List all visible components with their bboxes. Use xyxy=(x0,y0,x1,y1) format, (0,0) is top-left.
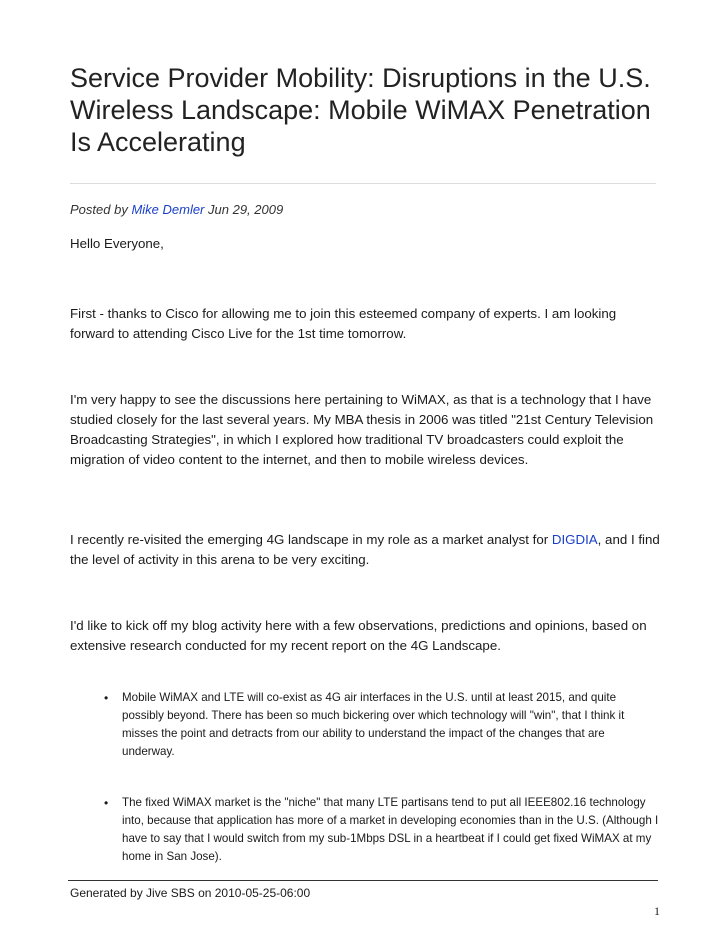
author-link[interactable]: Mike Demler xyxy=(131,202,205,217)
digdia-paragraph-start: I recently re-visited the emerging 4G landscape in my role as a market analyst for xyxy=(70,532,552,547)
byline-prefix: Posted by xyxy=(70,202,132,217)
wimax-paragraph: I'm very happy to see the discussions here pertaining to WiMAX, as that is a technology that I have studied closely for the last several years. My MBA thesis in 2006 was titled "21st Century Television Broadcasting Strategies", in which I explored how traditional TV broadcasters could exploit the migration of video content to the internet, and then to mobile wireless devices. xyxy=(70,392,654,467)
title-divider xyxy=(70,183,656,184)
blog-intro-paragraph: I'd like to kick off my blog activity here with a few observations, predictions and opinions, based on extensive research conducted for my recent report on the 4G Landscape. xyxy=(70,618,647,653)
page-number: 1 xyxy=(654,904,660,918)
post-date: Jun 29, 2009 xyxy=(204,202,284,217)
footer-generated: Generated by Jive SBS on 2010-05-25-06:00 xyxy=(70,886,311,900)
byline xyxy=(70,202,283,217)
greeting-paragraph: Hello Everyone, xyxy=(70,236,164,251)
bullet-icon: • xyxy=(104,796,109,810)
digdia-paragraph-end: , and I find the level of activity in this arena to be very exciting. xyxy=(70,532,660,567)
digdia-paragraph xyxy=(70,530,660,570)
bullet-list-2 xyxy=(70,794,660,866)
digdia-link[interactable]: DIGDIA xyxy=(551,532,598,547)
list-item xyxy=(70,689,660,761)
page-title: Service Provider Mobility: Disruptions in the U.S. Wireless Landscape: Mobile WiMAX Penetration Is Accelerating xyxy=(70,63,651,157)
bullet-text: The fixed WiMAX market is the "niche" that many LTE partisans tend to put all IEEE802.16 technology into, because that application has more of a market in developing economies than in the U.S. (Although I have to say that I would switch from my sub-1Mbps DSL in a heartbeat if I could get fixed WiMAX at my home in San Jose). xyxy=(122,796,659,863)
bullet-text: Mobile WiMAX and LTE will co-exist as 4G air interfaces in the U.S. until at least 2015, and quite possibly beyond. There has been so much bickering over which technology will "win", that I think it misses the point and detracts from our ability to understand the impact of the changes that are underway. xyxy=(122,691,625,758)
list-item xyxy=(70,794,660,866)
footer-divider xyxy=(68,880,658,881)
bullet-list-1 xyxy=(70,689,660,761)
intro-paragraph: First - thanks to Cisco for allowing me to join this esteemed company of experts. I am looking forward to attending Cisco Live for the 1st time tomorrow. xyxy=(70,306,617,341)
bullet-icon: • xyxy=(104,691,109,705)
